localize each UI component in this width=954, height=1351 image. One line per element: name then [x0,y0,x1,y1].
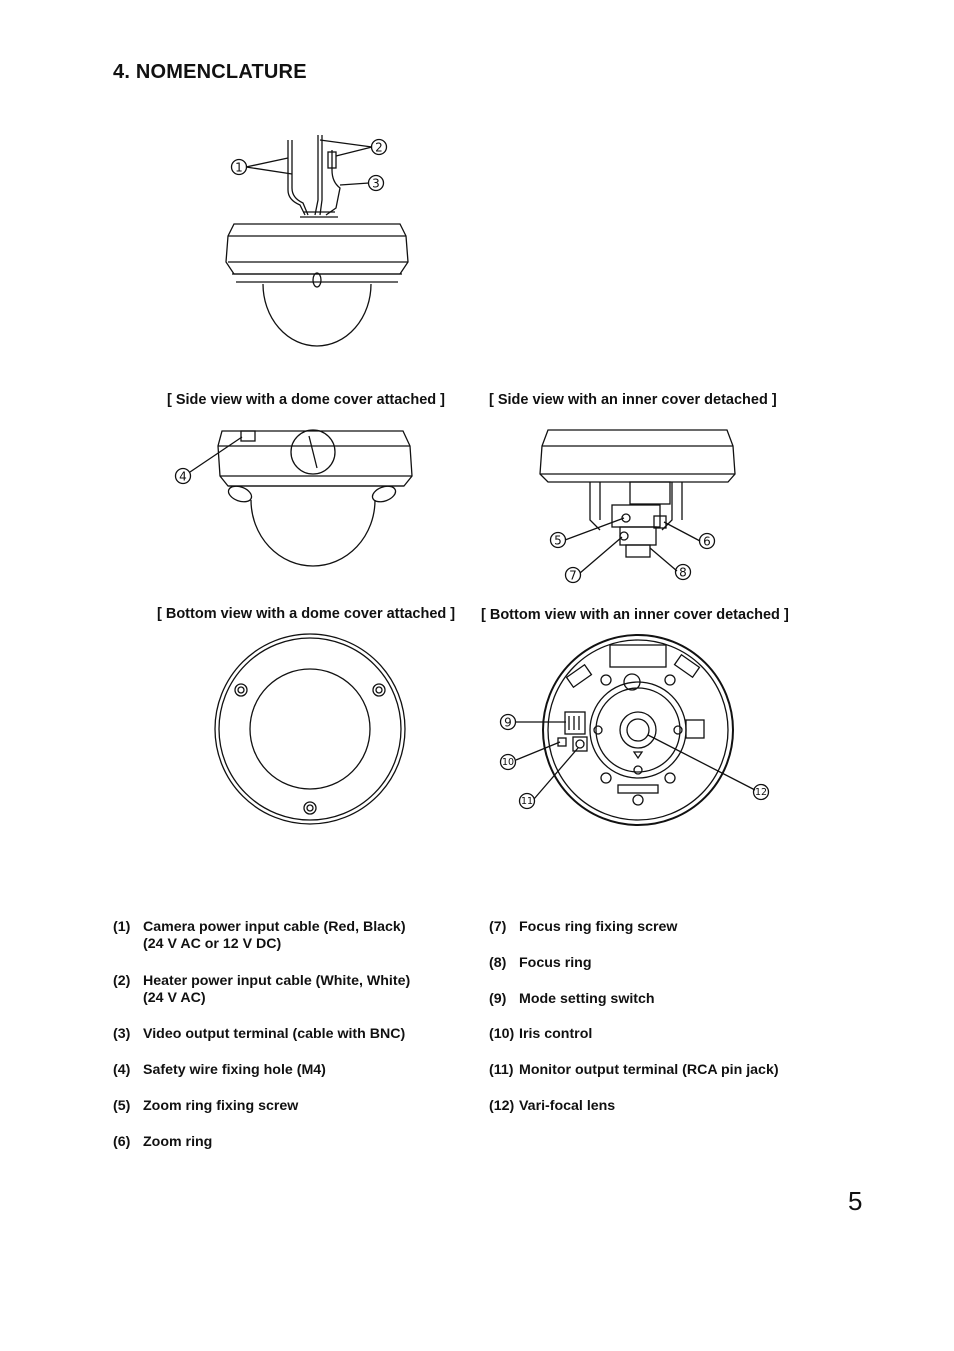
callout-3-label: 3 [372,176,380,191]
legend-text-2: (24 V AC) [143,990,206,1006]
callout-10-label: 10 [501,757,515,768]
legend-text: Focus ring [519,955,592,971]
legend-text: Heater power input cable (White, White) [143,973,411,989]
caption-side-detached: [ Side view with an inner cover detached ] [489,392,777,408]
callout-4-label: 4 [179,469,187,484]
callout-6-label: 6 [703,534,711,549]
legend-num: (1) [113,919,131,935]
callout-7-label: 7 [569,568,577,583]
legend-num: (10) [489,1026,515,1042]
figure-bottom-view-dome [215,634,405,824]
legend-right [489,919,829,1129]
legend-text: Camera power input cable (Red, Black) [143,919,406,935]
legend-num: (11) [489,1062,514,1078]
legend-num: (3) [113,1026,131,1042]
legend-left [113,919,473,1159]
legend-num: (4) [113,1062,131,1078]
callout-11-label: 11 [520,796,534,807]
legend-text: Zoom ring [143,1134,213,1150]
page-number: 5 [848,1186,863,1216]
legend-num: (8) [489,955,507,971]
figure-bottom-view-inner-detached [543,635,733,825]
legend-text: Iris control [519,1026,593,1042]
legend-num: (9) [489,991,507,1007]
legend-text-2: (24 V AC or 12 V DC) [143,936,282,952]
legend-num: (5) [113,1098,131,1114]
legend-text: Vari-focal lens [519,1098,616,1114]
legend-text: Focus ring fixing screw [519,919,678,935]
callout-8-label: 8 [679,565,687,580]
callout-1-label: 1 [235,160,243,175]
callout-9-label: 9 [504,715,512,730]
legend-num: (7) [489,919,507,935]
legend-text: Zoom ring fixing screw [143,1098,299,1114]
callout-2-label: 2 [375,140,383,155]
page-title: 4. NOMENCLATURE [113,61,307,83]
caption-side-attached: [ Side view with a dome cover attached ] [167,392,445,408]
callout-5-label: 5 [554,533,562,548]
figure-side-view-cables [226,135,408,346]
caption-bottom-attached: [ Bottom view with a dome cover attached ] [157,606,456,622]
legend-text: Safety wire fixing hole (M4) [143,1062,326,1078]
caption-bottom-detached: [ Bottom view with an inner cover detached ] [481,607,789,623]
legend-num: (2) [113,973,131,989]
callout-12-label: 12 [754,787,768,798]
legend-text: Mode setting switch [519,991,655,1007]
legend-num: (6) [113,1134,131,1150]
figure-side-view-dome [218,430,412,566]
legend-text: Monitor output terminal (RCA pin jack) [519,1062,779,1078]
legend-text: Video output terminal (cable with BNC) [143,1026,406,1042]
legend-num: (12) [489,1098,515,1114]
